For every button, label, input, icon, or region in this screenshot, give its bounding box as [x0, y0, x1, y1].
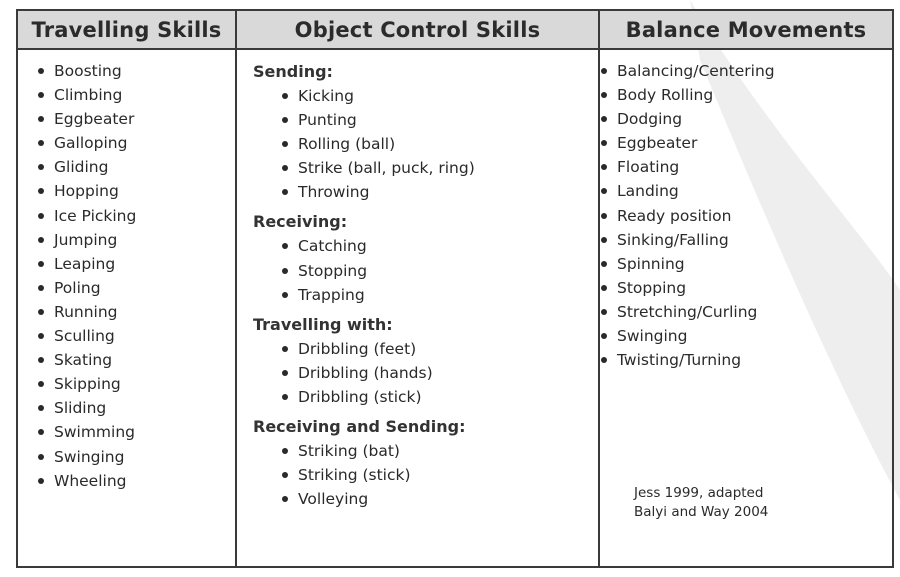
- list-item: Sculling: [54, 324, 235, 348]
- travelling-skills-cell: [17, 49, 236, 567]
- group-items-list: [298, 234, 598, 306]
- group-title: Travelling with:: [253, 314, 393, 334]
- list-item: Swinging: [54, 445, 235, 469]
- citation-line-1: Jess 1999, adapted: [634, 485, 764, 501]
- list-item: Volleying: [298, 487, 598, 511]
- list-item: Dodging: [617, 107, 892, 131]
- list-item: Swinging: [617, 324, 892, 348]
- header-object-control-skills: Object Control Skills: [236, 10, 599, 49]
- list-item: Sinking/Falling: [617, 228, 892, 252]
- object-control-group: [253, 210, 598, 306]
- object-control-group: [253, 313, 598, 409]
- object-control-group: [253, 60, 598, 204]
- header-row: [17, 10, 893, 49]
- list-item: Balancing/Centering: [617, 59, 892, 83]
- group-items-list: [298, 84, 598, 204]
- list-item: Dribbling (stick): [298, 385, 598, 409]
- list-item: Hopping: [54, 179, 235, 203]
- header-travelling-skills: Travelling Skills: [17, 10, 236, 49]
- list-item: Sliding: [54, 396, 235, 420]
- list-item: Throwing: [298, 180, 598, 204]
- list-item: Stopping: [617, 276, 892, 300]
- list-item: Trapping: [298, 283, 598, 307]
- travelling-skills-list: [54, 59, 235, 493]
- list-item: Striking (stick): [298, 463, 598, 487]
- skills-table: [16, 9, 894, 568]
- list-item: Striking (bat): [298, 439, 598, 463]
- list-item: Stopping: [298, 259, 598, 283]
- group-title: Sending:: [253, 62, 333, 81]
- list-item: Wheeling: [54, 469, 235, 493]
- header-balance-movements: Balance Movements: [599, 10, 893, 49]
- list-item: Strike (ball, puck, ring): [298, 156, 598, 180]
- citation-line-2: Balyi and Way 2004: [634, 504, 769, 520]
- list-item: Floating: [617, 155, 892, 179]
- list-item: Punting: [298, 108, 598, 132]
- list-item: Galloping: [54, 131, 235, 155]
- list-item: Skipping: [54, 372, 235, 396]
- list-item: Twisting/Turning: [617, 348, 892, 372]
- list-item: Skating: [54, 348, 235, 372]
- group-title: Receiving:: [253, 212, 348, 232]
- content-row: [17, 49, 893, 567]
- list-item: Leaping: [54, 252, 235, 276]
- object-control-group: [253, 415, 598, 511]
- list-item: Running: [54, 300, 235, 324]
- citation: [634, 484, 768, 522]
- list-item: Dribbling (hands): [298, 361, 598, 385]
- balance-movements-list: [617, 59, 892, 372]
- list-item: Catching: [298, 234, 598, 258]
- list-item: Rolling (ball): [298, 132, 598, 156]
- list-item: Stretching/Curling: [617, 300, 892, 324]
- group-items-list: [298, 337, 598, 409]
- list-item: Kicking: [298, 84, 598, 108]
- list-item: Eggbeater: [54, 107, 235, 131]
- object-control-groups: [237, 50, 598, 511]
- list-item: Swimming: [54, 420, 235, 444]
- list-item: Ice Picking: [54, 204, 235, 228]
- list-item: Dribbling (feet): [298, 337, 598, 361]
- list-item: Spinning: [617, 252, 892, 276]
- list-item: Jumping: [54, 228, 235, 252]
- list-item: Boosting: [54, 59, 235, 83]
- object-control-skills-cell: [236, 49, 599, 567]
- list-item: Gliding: [54, 155, 235, 179]
- list-item: Poling: [54, 276, 235, 300]
- group-items-list: [298, 439, 598, 511]
- group-title: Receiving and Sending:: [253, 417, 466, 437]
- list-item: Climbing: [54, 83, 235, 107]
- list-item: Eggbeater: [617, 131, 892, 155]
- list-item: Ready position: [617, 204, 892, 228]
- list-item: Landing: [617, 179, 892, 203]
- balance-movements-cell: [599, 49, 893, 567]
- list-item: Body Rolling: [617, 83, 892, 107]
